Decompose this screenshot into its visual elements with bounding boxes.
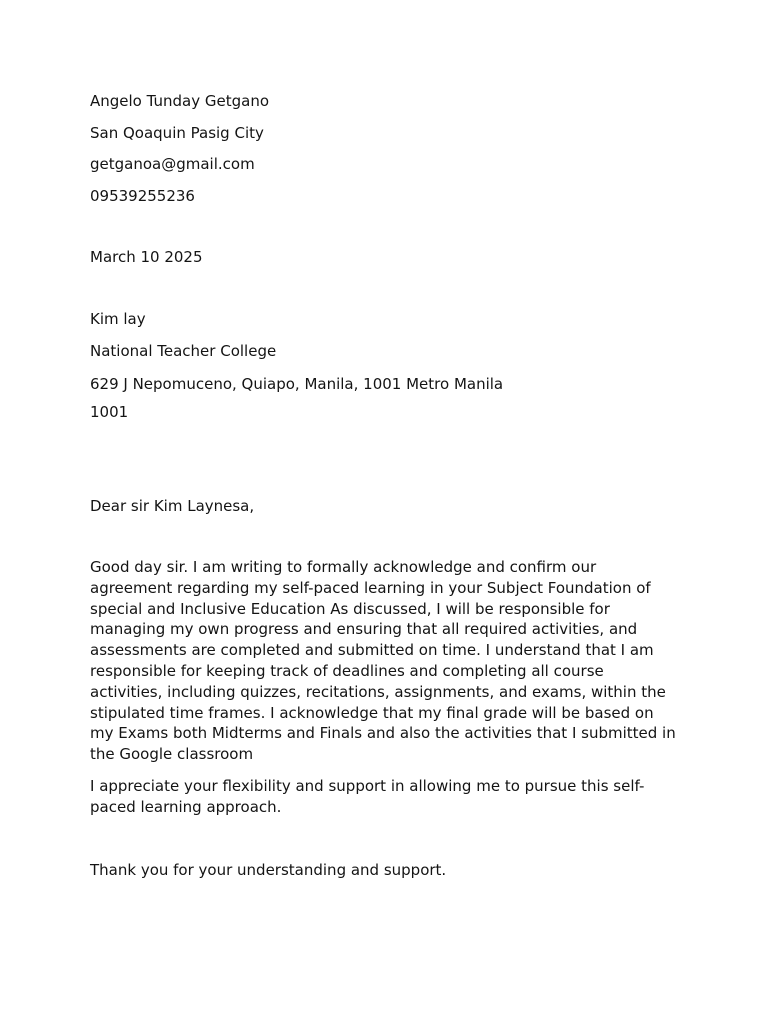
salutation: Dear sir Kim Laynesa, <box>90 497 255 515</box>
recipient-postal-code: 1001 <box>90 403 129 421</box>
sender-phone: 09539255236 <box>90 187 195 205</box>
body-paragraph-1: Good day sir. I am writing to formally acknowledge and confirm our agreement regarding my self-paced learning in your Subject Foundation of special and Inclusive Education As discussed, I will be responsible for managing my own progress and ensuring that all required activities, and assessments are completed and submitted on time. I understand that I am responsible for keeping track of deadlines and completing all course activities, including quizzes, recitations, assignments, and exams, within the stipulated time frames. I acknowledge that my final grade will be based on my Exams both Midterms and Finals and also the activities that I submitted in the Google classroom <box>90 558 676 764</box>
sender-address: San Qoaquin Pasig City <box>90 124 264 142</box>
recipient-institution: National Teacher College <box>90 342 277 360</box>
recipient-address: 629 J Nepomuceno, Quiapo, Manila, 1001 Metro Manila <box>90 375 504 393</box>
sender-name: Angelo Tunday Getgano <box>90 92 270 110</box>
body-paragraph-2: I appreciate your flexibility and support in allowing me to pursue this self-paced learning approach. <box>90 777 645 816</box>
letter-date: March 10 2025 <box>90 248 203 266</box>
sender-email: getganoa@gmail.com <box>90 155 255 173</box>
closing-line: Thank you for your understanding and support. <box>90 861 447 879</box>
recipient-name: Kim lay <box>90 310 146 328</box>
